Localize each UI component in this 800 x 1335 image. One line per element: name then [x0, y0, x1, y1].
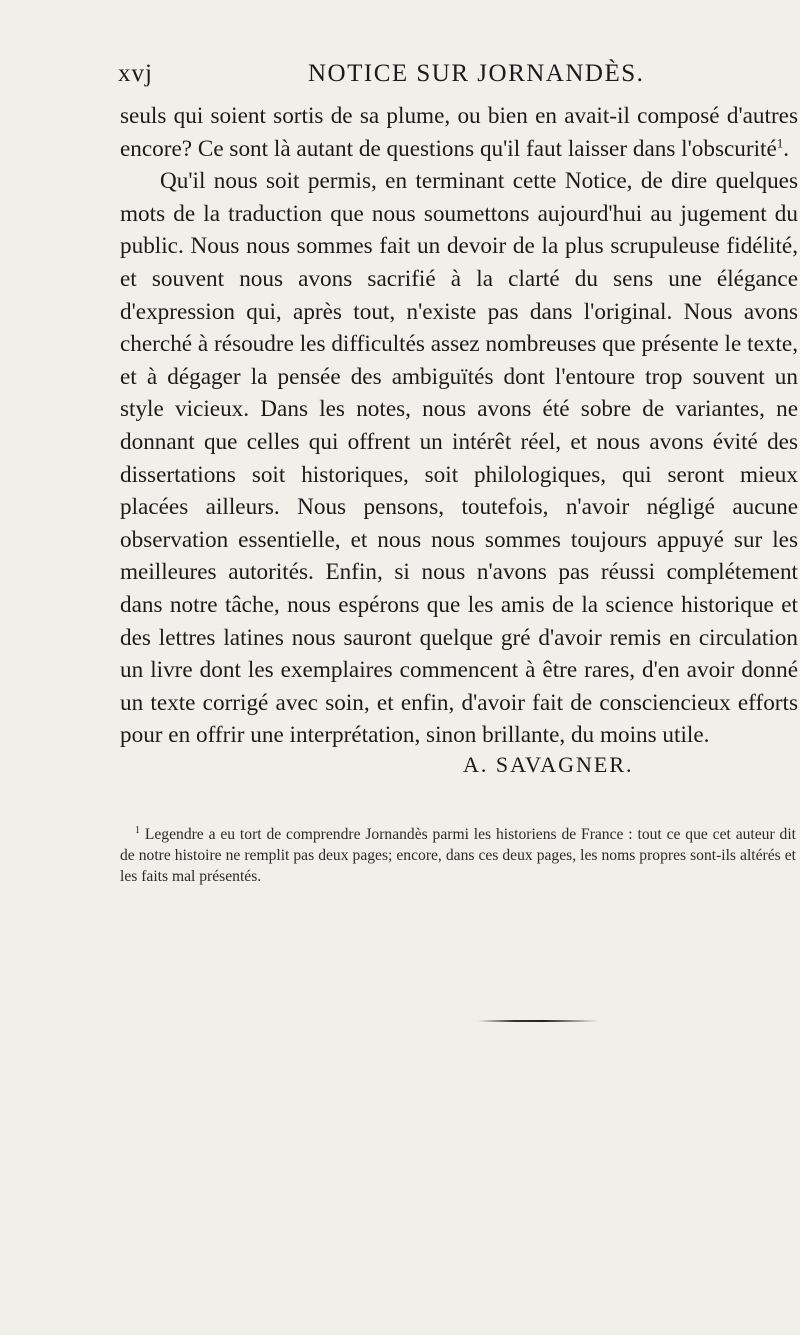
running-title: NOTICE SUR JORNANDÈS.: [308, 60, 645, 87]
footnote-reference: 1: [776, 134, 784, 150]
end-rule-divider: [478, 1020, 598, 1022]
body-text: [120, 100, 798, 752]
paragraph-1-end: .: [783, 135, 790, 162]
paragraph-2: Qu'il nous soit permis, en terminant cette Notice, de dire quelques mots de la traduction que nous soumettons aujourd'hui au jugement du public. Nous nous sommes fait un devoir de la plus scrupuleuse fidélité, et souvent nous avons sacrifié à la clarté du sens une élégance d'expression qui, après tout, n'existe pas dans l'original. Nous avons cherché à résoudre les difficultés assez nombreuses que présente le texte, et à dégager la pensée des ambiguïtés dont l'entoure trop souvent un style vicieux. Dans les notes, nous avons été sobre de variantes, ne donnant que celles qui offrent un intérêt réel, et nous avons évité des dissertations soit historiques, soit philologiques, qui seront mieux placées ailleurs. Nous pensons, toutefois, n'avoir négligé aucune observation essentielle, et nous nous sommes toujours appuyé sur les meilleures autorités. Enfin, si nous n'avons pas réussi complétement dans notre tâche, nous espérons que les amis de la science historique et des lettres latines nous sauront quelque gré d'avoir remis en circulation un livre dont les exemplaires commencent à être rares, d'en avoir donné un texte corrigé avec soin, et enfin, d'avoir fait de consciencieux efforts pour en offrir une interprétation, sinon brillante, du moins utile.: [120, 168, 798, 749]
paragraph-1-text: seuls qui soient sortis de sa plume, ou bien en avait-il composé d'autres encore? Ce sont là autant de questions qu'il faut laisser dans l'obscurité: [120, 103, 798, 162]
footnote: [120, 824, 796, 887]
paragraph-1: [120, 100, 798, 165]
footnote-text: Legendre a eu tort de comprendre Jornandès parmi les historiens de France : tout ce que cet auteur dit de notre histoire ne remplit pas deux pages; encore, dans ces deux pages, les noms propres sont-ils altérés et les faits mal présentés.: [120, 826, 796, 885]
page-header: [118, 60, 678, 94]
page-number: xvj: [118, 60, 153, 87]
footnote-mark: 1: [135, 824, 140, 836]
author-signature: A. SAVAGNER.: [463, 752, 634, 777]
